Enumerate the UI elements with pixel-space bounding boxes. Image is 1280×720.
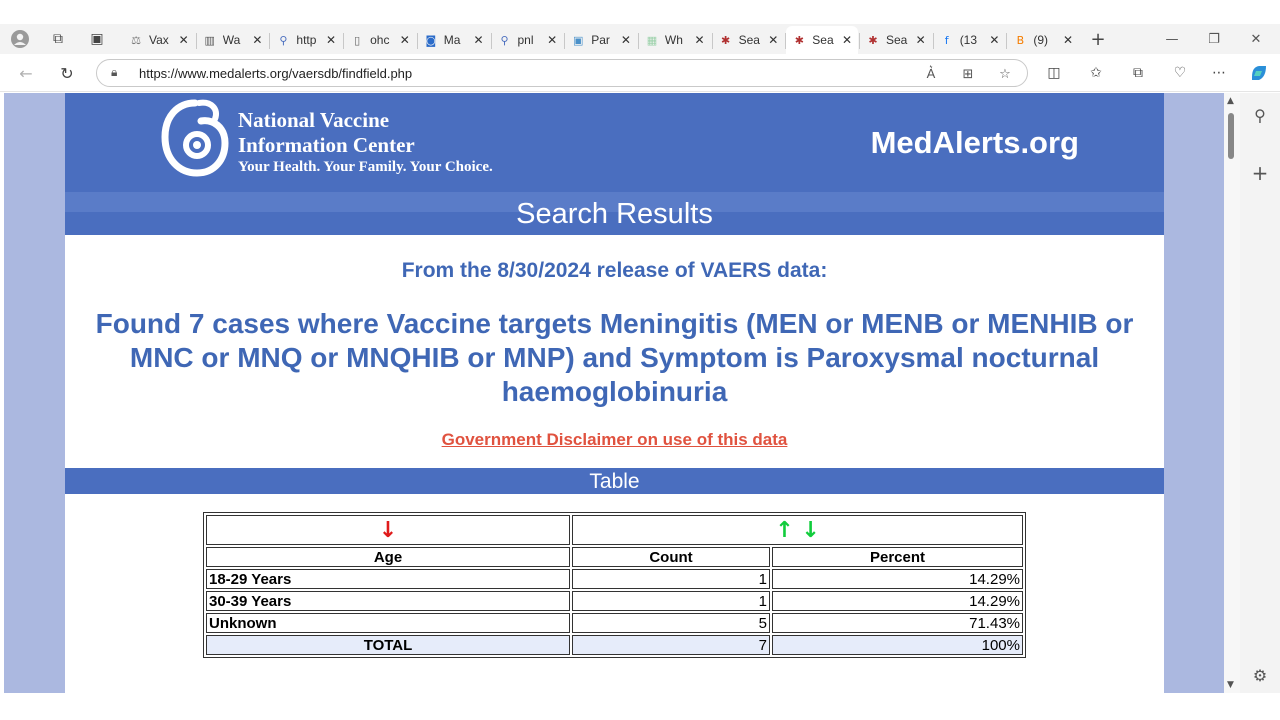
tab-title: (9) — [1033, 33, 1049, 47]
tab-separator — [859, 33, 860, 49]
tab-separator — [269, 33, 270, 49]
sort-down-arrow-icon[interactable]: ↓ — [801, 517, 820, 543]
search-results-title: Search Results — [516, 198, 713, 230]
browser-tab[interactable] — [270, 26, 342, 54]
table-section-title: Table — [589, 470, 640, 493]
close-tab-icon[interactable]: ✕ — [547, 33, 558, 47]
read-aloud-icon[interactable]: A͛ — [926, 67, 936, 82]
age-column-header: Age — [206, 547, 570, 567]
browser-tab[interactable] — [639, 26, 711, 54]
tab-separator — [785, 33, 786, 49]
browser-toolbar — [0, 54, 1280, 92]
age-cell: 18-29 Years — [206, 569, 570, 589]
page-content — [65, 93, 1164, 693]
workspaces-icon[interactable]: ⧉ — [53, 31, 63, 47]
tab-title: Wa — [222, 33, 241, 47]
vaers-icon: ✱ — [794, 33, 804, 47]
age-sort-cell — [206, 515, 570, 545]
close-tab-icon[interactable]: ✕ — [326, 33, 337, 47]
scroll-thumb[interactable] — [1228, 113, 1234, 159]
close-tab-icon[interactable]: ✕ — [915, 33, 926, 47]
results-summary: Found 7 cases where Vaccine targets Meningitis (MEN or MENB or MENHIB or MNC or MNQ or MNQHIB or MNP) and Symptom is Paroxysmal nocturnal haemoglobinuria — [95, 308, 1134, 407]
tab-separator — [491, 33, 492, 49]
age-cell: Unknown — [206, 613, 570, 633]
browser-tab[interactable] — [565, 26, 637, 54]
vaers-icon: ✱ — [720, 33, 731, 47]
total-label: TOTAL — [206, 635, 570, 655]
browser-tab[interactable] — [492, 26, 564, 54]
favorites-icon[interactable]: ✩ — [1090, 65, 1102, 81]
org-name-line1: National Vaccine — [238, 108, 390, 132]
org-tagline: Your Health. Your Family. Your Choice. — [238, 159, 493, 175]
document-icon: ▯ — [354, 33, 361, 47]
tab-separator — [933, 33, 934, 49]
more-menu-icon[interactable]: ⋯ — [1212, 65, 1226, 81]
table-section-bar — [65, 468, 1164, 494]
tab-title: Wh — [664, 33, 683, 47]
archive-icon: ▥ — [204, 33, 215, 47]
close-tab-icon[interactable]: ✕ — [178, 33, 189, 47]
browser-tab[interactable] — [418, 26, 490, 54]
tab-actions-icon[interactable]: ▣ — [90, 31, 104, 47]
table-row — [206, 569, 1023, 589]
page-viewport — [4, 93, 1224, 693]
table-row — [206, 591, 1023, 611]
close-tab-icon[interactable]: ✕ — [768, 33, 779, 47]
copilot-icon[interactable] — [1247, 62, 1271, 84]
age-cell: 30-39 Years — [206, 591, 570, 611]
tab-separator — [564, 33, 565, 49]
total-count: 7 — [572, 635, 770, 655]
table-row — [206, 613, 1023, 633]
release-line: From the 8/30/2024 release of VAERS data: — [401, 259, 828, 282]
sort-down-arrow-icon[interactable]: ↓ — [378, 517, 398, 543]
close-tab-icon[interactable]: ✕ — [473, 33, 484, 47]
tab-title: Ma — [443, 33, 461, 47]
search-icon: ⚲ — [279, 33, 288, 47]
tab-separator — [638, 33, 639, 49]
scale-icon: ⚖ — [131, 33, 141, 47]
browser-tab[interactable] — [1007, 26, 1079, 54]
site-header — [65, 93, 1164, 192]
tab-separator — [196, 33, 197, 49]
vaers-icon: ✱ — [868, 33, 878, 47]
vertical-scrollbar[interactable] — [1224, 93, 1240, 693]
tab-separator — [343, 33, 344, 49]
tab-title: http — [296, 33, 317, 47]
close-tab-icon[interactable]: ✕ — [620, 33, 631, 47]
close-tab-icon[interactable]: ✕ — [989, 33, 1000, 47]
tab-title: Sea — [886, 33, 908, 47]
close-tab-icon[interactable]: ✕ — [841, 33, 853, 47]
collections-icon[interactable]: ⧉ — [1133, 65, 1143, 81]
image-icon: ▦ — [646, 33, 658, 47]
address-bar[interactable] — [96, 59, 1028, 87]
tab-title: Par — [591, 33, 610, 47]
browser-sidebar — [1240, 93, 1280, 693]
app-available-icon[interactable]: ⊞ — [962, 66, 974, 82]
tab-separator — [1006, 33, 1007, 49]
favorite-star-icon[interactable]: ☆ — [999, 66, 1011, 82]
outlook-icon: ◙ — [425, 33, 437, 47]
tab-title: ohc — [370, 33, 390, 47]
count-cell: 1 — [572, 569, 770, 589]
blogger-icon: B — [1016, 33, 1025, 47]
total-percent: 100% — [772, 635, 1023, 655]
search-results-bar — [65, 192, 1164, 235]
browser-tab[interactable] — [344, 26, 416, 54]
browser-essentials-icon[interactable]: ♡ — [1173, 65, 1187, 81]
scroll-up-icon[interactable]: ▲ — [1227, 96, 1234, 106]
count-cell: 1 — [572, 591, 770, 611]
close-window-icon[interactable]: ✕ — [1250, 31, 1262, 47]
sidebar-search-icon[interactable]: ⚲ — [1254, 105, 1266, 125]
percent-cell: 71.43% — [772, 613, 1023, 633]
browser-tab[interactable] — [713, 26, 785, 54]
close-tab-icon[interactable]: ✕ — [1063, 33, 1074, 47]
browser-tab[interactable] — [197, 26, 269, 54]
profile-icon[interactable] — [9, 28, 31, 50]
sidebar-add-icon[interactable]: + — [1251, 161, 1269, 185]
government-disclaimer-link[interactable]: Government Disclaimer on use of this data — [441, 430, 788, 449]
org-name-line2: Information Center — [238, 133, 415, 157]
lock-icon[interactable]: 🔒︎ — [111, 65, 118, 79]
back-icon[interactable]: ← — [19, 63, 33, 83]
browser-tab[interactable] — [123, 26, 195, 54]
tab-separator — [712, 33, 713, 49]
refresh-icon[interactable]: ↻ — [60, 63, 74, 83]
close-tab-icon[interactable]: ✕ — [399, 33, 410, 47]
restore-icon[interactable]: ❐ — [1208, 31, 1220, 47]
split-screen-icon[interactable]: ◫ — [1047, 65, 1061, 81]
sidebar-settings-icon[interactable]: ⚙ — [1252, 665, 1268, 685]
tab-strip — [0, 24, 1280, 54]
count-cell: 5 — [572, 613, 770, 633]
scroll-down-icon[interactable]: ▼ — [1227, 680, 1234, 690]
tab-title: Sea — [738, 33, 760, 47]
disclaimer-wrapper — [65, 430, 1164, 450]
close-tab-icon[interactable]: ✕ — [694, 33, 705, 47]
url-input[interactable] — [139, 63, 899, 83]
browser-tab[interactable] — [786, 26, 858, 54]
count-sort-cell — [572, 515, 1023, 545]
browser-tab[interactable] — [860, 26, 932, 54]
search-icon: ⚲ — [500, 33, 509, 47]
tab-title: Vax — [149, 33, 169, 47]
percent-column-header: Percent — [772, 547, 1023, 567]
new-tab-icon[interactable]: + — [1090, 28, 1106, 50]
tab-title: Sea — [812, 33, 834, 47]
tab-title: pnl — [517, 33, 534, 47]
count-column-header: Count — [572, 547, 770, 567]
minimize-icon[interactable]: — — [1165, 31, 1179, 47]
tab-title: (13 — [959, 33, 978, 47]
browser-tab[interactable] — [934, 26, 1006, 54]
facebook-icon: f — [944, 33, 949, 47]
total-row — [206, 635, 1023, 655]
nvic-logo-icon[interactable] — [159, 97, 231, 177]
tab-separator — [417, 33, 418, 49]
close-tab-icon[interactable]: ✕ — [252, 33, 263, 47]
sort-row — [206, 515, 1023, 545]
grid-icon: ▣ — [572, 33, 584, 47]
site-name[interactable]: MedAlerts.org — [870, 125, 1079, 160]
percent-cell: 14.29% — [772, 591, 1023, 611]
header-row — [206, 547, 1023, 567]
sort-up-arrow-icon[interactable]: ↑ — [775, 517, 794, 543]
age-results-table — [203, 512, 1026, 658]
percent-cell: 14.29% — [772, 569, 1023, 589]
